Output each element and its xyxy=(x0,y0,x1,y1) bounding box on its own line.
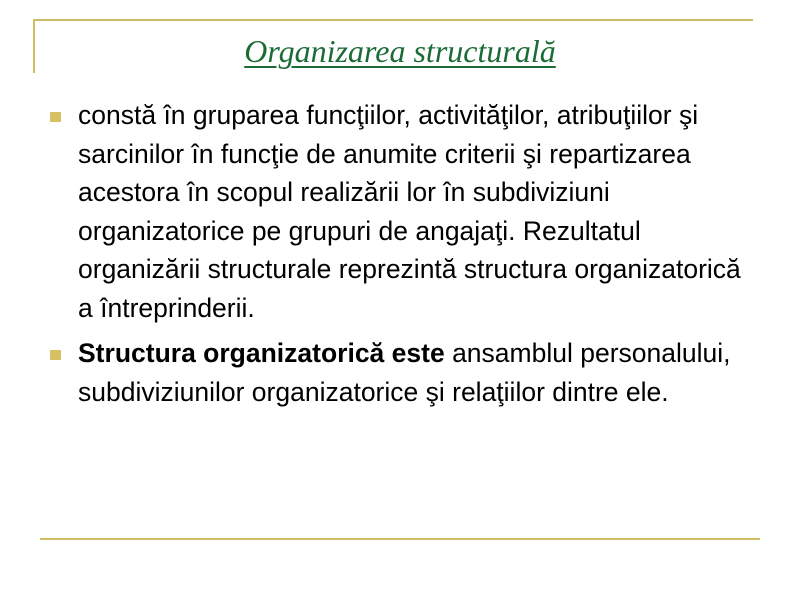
bullet-bold-text: Structura organizatorică este xyxy=(78,338,445,368)
bullet-text: constă în gruparea funcţiilor, activităţilor, atribuţiilor şi sarcinilor în funcţie de anumite criterii şi repartizarea acestora în scopul realizării lor în subdiviziuni organizatorice pe grupuri de angajaţi. Rezultatul organizării structurale reprezintă structura organizatorică a întreprinderii. xyxy=(78,100,741,323)
square-bullet-icon xyxy=(50,350,61,360)
bullet-item xyxy=(48,96,758,327)
bullet-item xyxy=(48,334,758,411)
square-bullet-icon xyxy=(50,112,61,122)
bottom-divider xyxy=(40,538,760,540)
bullet-text: ansamblul personalului, subdiviziunilor organizatorice şi relaţiilor dintre ele. xyxy=(78,338,731,407)
slide-body xyxy=(48,96,758,418)
top-divider xyxy=(33,19,753,21)
slide-title: Organizarea structurală xyxy=(244,33,556,69)
